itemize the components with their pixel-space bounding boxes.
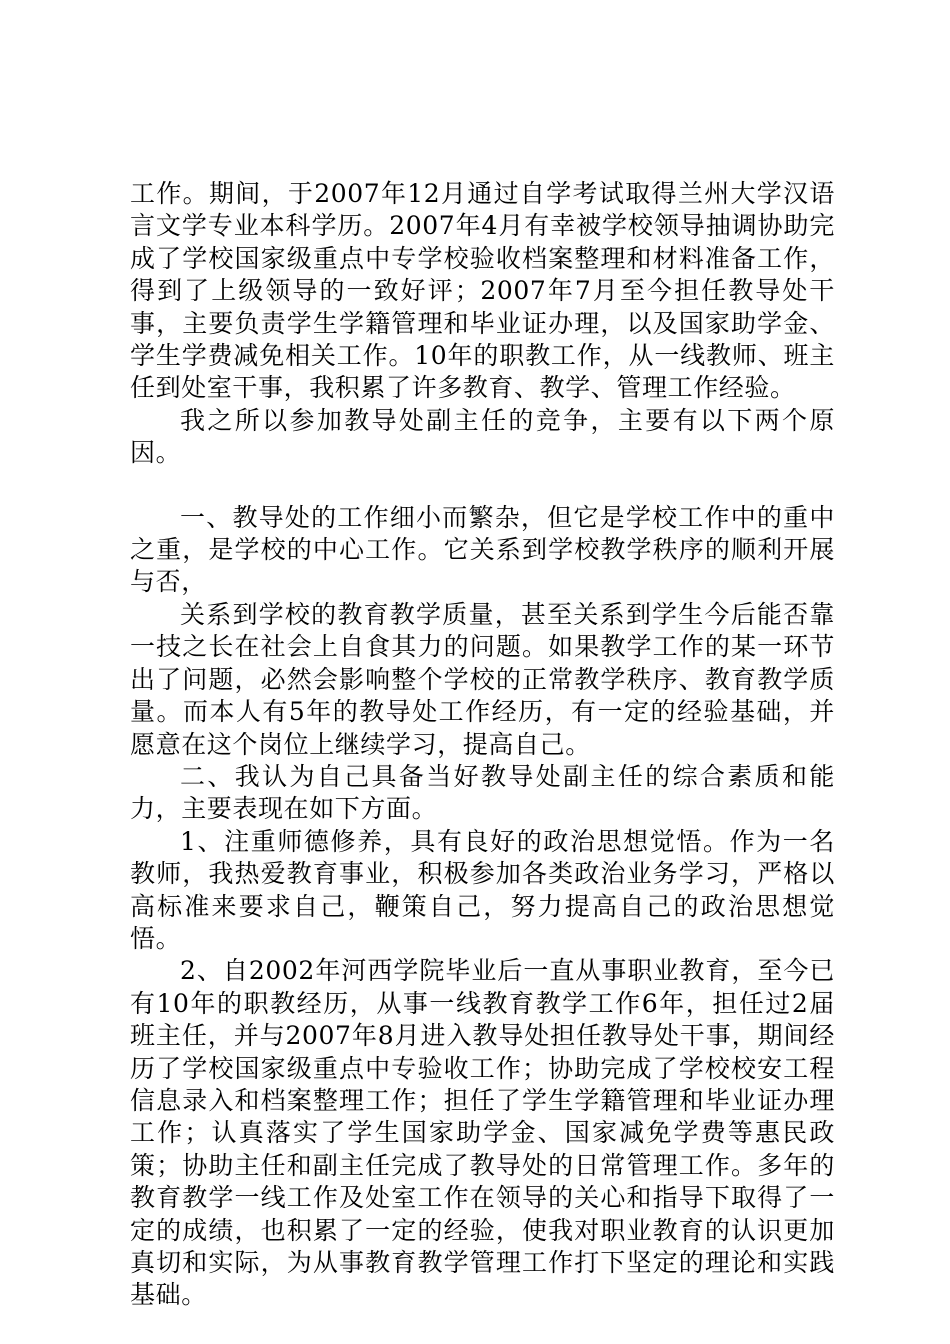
paragraph-point-one: 1、注重师德修养，具有良好的政治思想觉悟。作为一名教师，我热爱教育事业，积极参加各类政治业务学习，严格以高标准来要求自己，鞭策自己，努力提高自己的政治思想觉悟。 [130,826,835,953]
document-body [130,178,835,1312]
paragraph-point-two: 2、自2002年河西学院毕业后一直从事职业教育，至今已有10年的职教经历，从事一线教育教学工作6年，担任过2届班主任，并与2007年8月进入教导处担任教导处干事，期间经历了学校国家级重点中专验收工作；协助完成了学校校安工程信息录入和档案整理工作；担任了学生学籍管理和毕业证办理工作；认真落实了学生国家助学金、国家减免学费等惠民政策；协助主任和副主任完成了教导处的日常管理工作。多年的教育教学一线工作及处室工作在领导的关心和指导下取得了一定的成绩，也积累了一定的经验，使我对职业教育的认识更加真切和实际，为从事教育教学管理工作打下坚定的理论和实践基础。 [130,956,835,1310]
paragraph-reason-one: 一、教导处的工作细小而繁杂，但它是学校工作中的重中之重，是学校的中心工作。它关系到学校教学秩序的顺利开展与否， [130,502,835,597]
paragraph-reasons-intro: 我之所以参加教导处副主任的竞争，主要有以下两个原因。 [130,405,835,468]
paragraph-reason-two: 二、我认为自己具备当好教导处副主任的综合素质和能力，主要表现在如下方面。 [130,761,835,824]
paragraph-reason-one-continued: 关系到学校的教育教学质量，甚至关系到学生今后能否靠一技之长在社会上自食其力的问题。如果教学工作的某一环节出了问题，必然会影响整个学校的正常教学秩序、教育教学质量。而本人有5年的教导处工作经历，有一定的经验基础，并愿意在这个岗位上继续学习，提高自己。 [130,599,835,759]
paragraph-career-history: 工作。期间，于2007年12月通过自学考试取得兰州大学汉语言文学专业本科学历。2007年4月有幸被学校领导抽调协助完成了学校国家级重点中专学校验收档案整理和材料准备工作，得到了上级领导的一致好评；2007年7月至今担任教导处干事，主要负责学生学籍管理和毕业证办理，以及国家助学金、学生学费减免相关工作。10年的职教工作，从一线教师、班主任到处室干事，我积累了许多教育、教学、管理工作经验。 [130,179,835,403]
